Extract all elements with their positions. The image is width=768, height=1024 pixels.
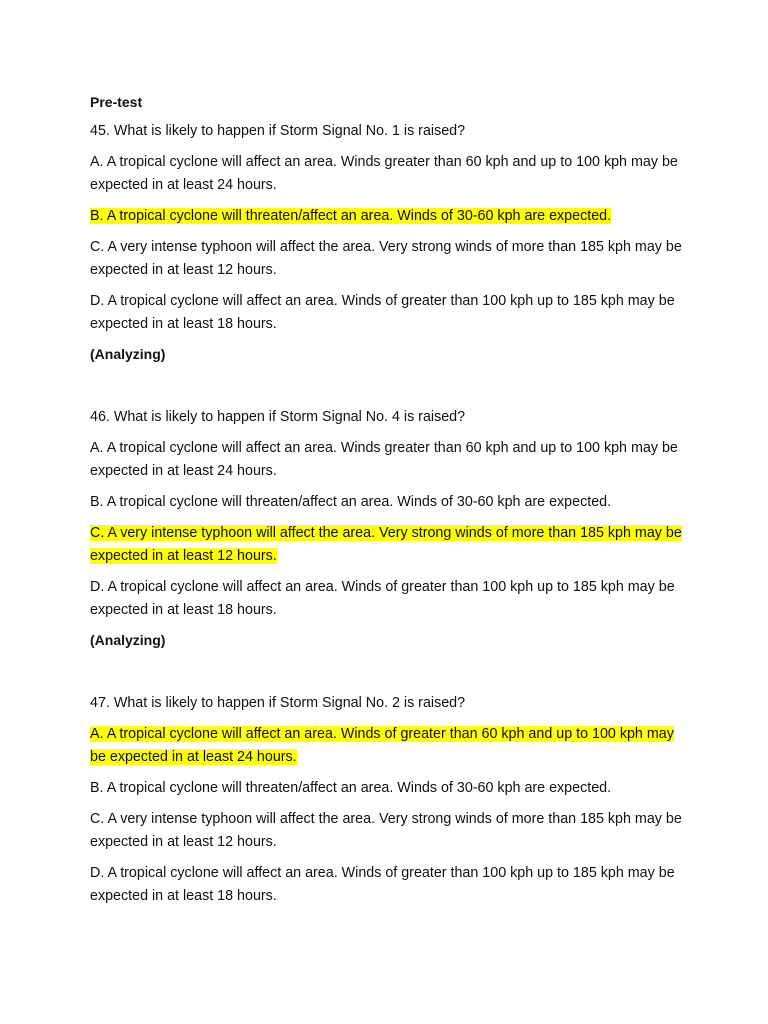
question-prompt: 47. What is likely to happen if Storm Signal No. 2 is raised? xyxy=(90,695,466,711)
option-d: D. A tropical cyclone will affect an area. Winds of greater than 100 kph up to 185 kph may be expected in at least 18 hours. xyxy=(90,579,675,618)
option-b: B. A tropical cyclone will threaten/affect an area. Winds of 30-60 kph are expected. xyxy=(90,780,612,796)
option-a: A. A tropical cyclone will affect an area. Winds of greater than 60 kph and up to 100 kph may be expected in at least 24 hours. xyxy=(90,726,674,765)
page-title: Pre-test xyxy=(90,94,143,110)
option-d: D. A tropical cyclone will affect an area. Winds of greater than 100 kph up to 185 kph may be expected in at least 18 hours. xyxy=(90,293,675,332)
question-46 xyxy=(90,406,690,650)
option-d: D. A tropical cyclone will affect an area. Winds of greater than 100 kph up to 185 kph may be expected in at least 18 hours. xyxy=(90,865,675,904)
question-45 xyxy=(90,120,690,364)
option-b: B. A tropical cyclone will threaten/affect an area. Winds of 30-60 kph are expected. xyxy=(90,208,612,224)
question-47 xyxy=(90,692,690,908)
document-page xyxy=(90,92,690,916)
option-a: A. A tropical cyclone will affect an area. Winds greater than 60 kph and up to 100 kph may be expected in at least 24 hours. xyxy=(90,154,678,193)
cognitive-level-tag: (Analyzing) xyxy=(90,346,166,362)
option-c: C. A very intense typhoon will affect the area. Very strong winds of more than 185 kph may be expected in at least 12 hours. xyxy=(90,811,682,850)
option-c: C. A very intense typhoon will affect the area. Very strong winds of more than 185 kph may be expected in at least 12 hours. xyxy=(90,525,682,564)
question-prompt: 45. What is likely to happen if Storm Signal No. 1 is raised? xyxy=(90,123,466,139)
question-prompt: 46. What is likely to happen if Storm Signal No. 4 is raised? xyxy=(90,409,466,425)
option-c: C. A very intense typhoon will affect the area. Very strong winds of more than 185 kph may be expected in at least 12 hours. xyxy=(90,239,682,278)
option-a: A. A tropical cyclone will affect an area. Winds greater than 60 kph and up to 100 kph may be expected in at least 24 hours. xyxy=(90,440,678,479)
cognitive-level-tag: (Analyzing) xyxy=(90,632,166,648)
option-b: B. A tropical cyclone will threaten/affect an area. Winds of 30-60 kph are expected. xyxy=(90,494,612,510)
